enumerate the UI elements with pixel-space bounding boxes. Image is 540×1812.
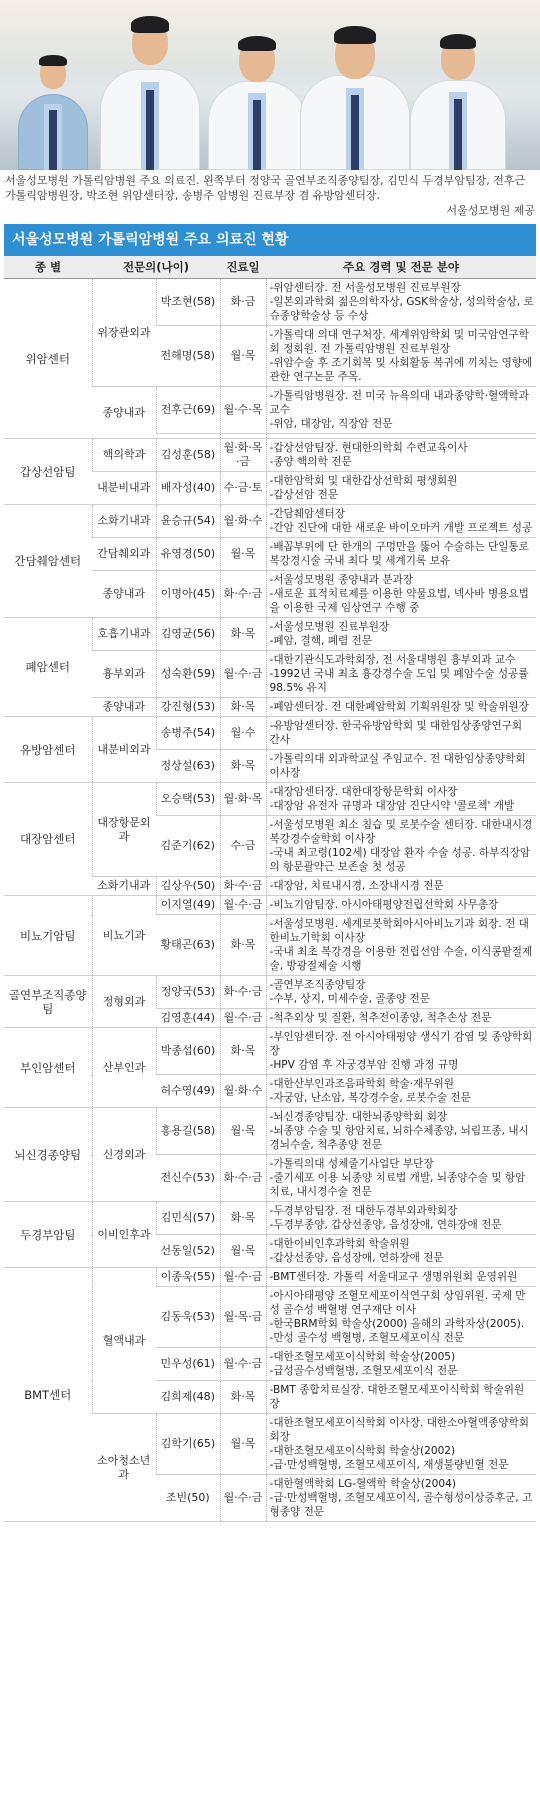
header-photo [0,0,540,170]
clinic-days-cell: 월·목 [220,326,266,387]
career-cell [266,1108,536,1155]
clinic-days-cell: 월·목 [220,538,266,571]
department-cell: 소화기내과 [92,505,156,538]
career-line: -급성골수성백혈병, 조혈모세포이식 전문 [269,1365,458,1377]
career-cell [266,505,536,538]
career-line: -비뇨기암팀장. 아시아태평양전립선학회 사무총장 [269,899,499,911]
department-cell: 내분비외과 [92,717,156,783]
career-line: -갑상선종양, 음성장애, 연하장애 전문 [269,1252,444,1264]
doctor-name-cell: 김민식(57) [156,1202,220,1235]
department-cell: 비뇨기과 [92,896,156,976]
career-line: -대한암학회 및 대한갑상선학회 평생회원 [269,475,458,487]
clinic-days-cell: 화·목 [220,1028,266,1075]
clinic-days-cell: 월·화·목·금 [220,439,266,472]
clinic-days-cell: 화·목 [220,618,266,651]
center-cell: 간담췌암센터 [4,505,92,618]
table-row [4,896,536,915]
doctor-name-cell: 박종섭(60) [156,1028,220,1075]
department-cell: 소화기내과 [92,877,156,896]
clinic-days-cell: 수·금·토 [220,472,266,505]
table-row [4,783,536,816]
career-line: -대장암센터장. 대한대장항문학회 이사장 [269,786,458,798]
doctor-name-cell: 황태곤(63) [156,915,220,976]
doctor-name-cell: 박조현(58) [156,279,220,326]
clinic-days-cell: 월·수·금 [220,1268,266,1287]
person-figure [300,20,410,170]
career-cell [266,783,536,816]
career-line: -골연부조직종양팀장 [269,979,366,991]
clinic-days-cell: 월·수·금 [220,1009,266,1028]
career-cell [266,651,536,698]
doctor-name-cell: 정상설(63) [156,750,220,783]
col-header-category: 종 별 [4,255,92,279]
center-cell: 대장암센터 [4,783,92,896]
clinic-days-cell: 화·목 [220,1202,266,1235]
department-cell: 소아청소년과 [92,1414,156,1522]
clinic-days-cell: 수·금 [220,816,266,877]
caption-text: 서울성모병원 가톨릭암병원 주요 의료진. 왼쪽부터 정양국 골연부조직종양팀장, 김민식 두경부암팀장, 전후근 가톨릭암병원장, 박조현 위암센터장, 송병주 암병원 진료부장 겸 유방암센터장. [5,174,526,202]
career-line: -뇌종양 수술 및 항암치료, 뇌하수체종양, 뇌림프종, 내시경뇌수술, 척추종양 전문 [269,1125,529,1151]
clinic-days-cell: 월·수·금 [220,1475,266,1522]
doctor-name-cell: 김학기(65) [156,1414,220,1475]
photo-caption [0,170,540,218]
center-cell: 뇌신경종양팀 [4,1108,92,1202]
career-line: -종양 핵의학 전문 [269,456,352,468]
career-line: -대한산부인과조음파학회 학술·재무위원 [269,1078,455,1090]
clinic-days-cell: 월·목 [220,1235,266,1268]
doctor-name-cell: 배자성(40) [156,472,220,505]
col-header-doctor: 전문의(나이) [92,255,220,279]
table-row [4,439,536,472]
center-cell: 두경부암팀 [4,1202,92,1268]
clinic-days-cell: 화·금 [220,279,266,326]
table-row [4,1202,536,1235]
career-cell [266,1348,536,1381]
career-line: -가톨릭대 의대 연구처장. 세계위암학회 및 미국암연구학회 정회원. 전 가톨릭암병원 진료부원장 [269,329,529,355]
department-cell: 호흡기내과 [92,618,156,651]
career-line: -가톨릭의대 성체줄기사업단 부단장 [269,1158,434,1170]
person-figure [18,50,88,170]
career-cell [266,1381,536,1414]
doctor-name-cell: 유영경(50) [156,538,220,571]
career-line: -척추외상 및 질환, 척추전이종양, 척추손상 전문 [269,1012,492,1024]
doctor-name-cell: 김동욱(53) [156,1287,220,1348]
center-cell: 비뇨기암팀 [4,896,92,976]
career-line: -간담췌암센터장 [269,508,345,520]
department-cell: 종양내과 [92,571,156,618]
table-row [4,279,536,326]
clinic-days-cell: 화·목 [220,915,266,976]
career-line: -줄기세포 이용 뇌종양 치료법 개발, 뇌종양수술 및 항암치료, 내시경수술 전문 [269,1172,526,1198]
clinic-days-cell: 화·목 [220,1381,266,1414]
career-line: -1992년 국내 최초 흉강경수술 도입 및 폐암수술 성공률 98.5% 유지 [269,668,529,694]
career-line: -대장암, 치료내시경, 소장내시경 전문 [269,880,444,892]
department-cell: 산부인과 [92,1028,156,1108]
department-cell: 혈액내과 [92,1268,156,1414]
career-line: -서울성모병원. 세계로봇학회아시아비뇨기과 회장. 전 대한비뇨기학회 이사장 [269,918,529,944]
doctor-name-cell: 전해명(58) [156,326,220,387]
career-cell [266,571,536,618]
career-line: -대한기관식도과학회장, 전 서울대병원 흉부외과 교수 [269,654,516,666]
career-cell [266,538,536,571]
center-cell: BMT센터 [4,1268,92,1522]
person-figure [100,10,200,170]
career-cell [266,877,536,896]
career-cell [266,750,536,783]
career-cell [266,1075,536,1108]
career-line: -대한조혈모세포이식학회 이사장. 대한소아혈액종양학회 회장 [269,1417,530,1443]
career-cell [266,1475,536,1522]
table-row [4,1108,536,1155]
table-row [4,1268,536,1287]
col-header-career: 주요 경력 및 전문 분야 [266,255,536,279]
center-cell: 갑상선암팀 [4,439,92,505]
career-line: -위암센터장. 전 서울성모병원 진료부원장 [269,282,461,294]
career-line: -대한조혈모세포이식학회 학술상(2002) [269,1445,456,1457]
clinic-days-cell: 월·목 [220,1108,266,1155]
career-line: -가톨릭암병원장. 전 미국 뉴욕의대 내과종양학·혈액학과 교수 [269,390,529,416]
doctor-name-cell: 홍용길(58) [156,1108,220,1155]
doctor-name-cell: 이지열(49) [156,896,220,915]
doctor-name-cell: 김준기(62) [156,816,220,877]
career-cell [266,896,536,915]
career-cell [266,698,536,717]
career-line: -만성 골수성 백혈병, 조혈모세포이식 전문 [269,1332,465,1344]
career-line: -HPV 감염 후 자궁경부암 진행 과정 규명 [269,1059,459,1071]
career-cell [266,279,536,326]
department-cell: 위장관외과 [92,279,156,387]
career-line: -급·만성백혈병, 조혈모세포이식, 재생불량빈혈 전문 [269,1459,509,1471]
doctor-name-cell: 성숙환(59) [156,651,220,698]
career-line: -국내 최고령(102세) 대장암 환자 수술 성공. 하부직장암의 항문괄약근 보존술 첫 성공 [269,847,531,873]
career-line: -폐암센터장. 전 대한폐암학회 기획위원장 및 학술위원장 [269,701,529,713]
career-cell [266,1202,536,1235]
col-header-days: 진료일 [220,255,266,279]
doctor-name-cell: 김상우(50) [156,877,220,896]
career-line: -BMT 종합치료실장. 대한조혈모세포이식학회 학술위원장 [269,1384,525,1410]
career-cell [266,1235,536,1268]
clinic-days-cell: 월·수·금 [220,1348,266,1381]
department-cell: 핵의학과 [92,439,156,472]
career-cell [266,915,536,976]
doctor-name-cell: 강진형(53) [156,698,220,717]
department-cell: 흉부외과 [92,651,156,698]
department-cell: 신경외과 [92,1108,156,1202]
table-header-row [4,255,536,279]
career-line: -위암, 대장암, 직장암 전문 [269,418,393,430]
career-cell [266,816,536,877]
career-cell [266,1268,536,1287]
clinic-days-cell: 화·수·금 [220,976,266,1009]
doctor-name-cell: 김성훈(58) [156,439,220,472]
clinic-days-cell: 월·수 [220,717,266,750]
department-cell: 내분비내과 [92,472,156,505]
career-cell [266,1287,536,1348]
clinic-days-cell: 월·수·금 [220,896,266,915]
clinic-days-cell: 월·화·수 [220,1075,266,1108]
career-line: -유방암센터장. 한국유방암학회 및 대한임상종양연구회 간사 [269,720,523,746]
career-cell [266,387,536,434]
career-line: -서울성모병원 진료부원장 [269,621,390,633]
center-cell: 유방암센터 [4,717,92,783]
career-line: -갑상선암팀장. 현대한의학회 수련교육이사 [269,442,468,454]
table-body [4,279,536,1522]
doctor-name-cell: 이명아(45) [156,571,220,618]
career-line: -배꼽부위에 단 한개의 구멍만을 뚫어 수술하는 단일통로 복강경시술 국내 최다 및 세계기록 보유 [269,541,529,567]
career-cell [266,1009,536,1028]
career-line: -새로운 표적치료제를 이용한 약물요법, 넥사바 병용요법을 이용한 국제 임상연구 수행 중 [269,588,529,614]
doctor-name-cell: 김희제(48) [156,1381,220,1414]
department-cell: 대장항문외과 [92,783,156,877]
career-cell [266,1414,536,1475]
department-cell: 종양내과 [92,387,156,439]
doctor-name-cell: 허수영(49) [156,1075,220,1108]
table-row [4,717,536,750]
doctor-name-cell: 김영균(56) [156,618,220,651]
table-row [4,505,536,538]
career-cell [266,326,536,387]
table-title: 서울성모병원 가톨릭암병원 주요 의료진 현황 [4,224,536,254]
career-line: -대장암 유전자 규명과 대장암 진단시약 '콜로첵' 개발 [269,800,515,812]
clinic-days-cell: 화·수·금 [220,877,266,896]
photo-credit: 서울성모병원 제공 [446,204,535,217]
career-line: -폐암, 결핵, 폐렴 전문 [269,635,373,647]
career-cell [266,1155,536,1202]
career-cell [266,976,536,1009]
career-line: -대한혈액학회 LG-혈액학 학술상(2004) [269,1478,457,1490]
career-line: -국내 최초 복강경을 이용한 전립선암 수술, 이식콩팥절제술, 방광절제술 시행 [269,946,533,972]
clinic-days-cell: 월·수·목 [220,387,266,434]
doctor-name-cell: 이종욱(55) [156,1268,220,1287]
career-line: -BMT센터장. 가톨릭 서울대교구 생명위원회 운영위원 [269,1271,518,1283]
clinic-days-cell: 월·목·금 [220,1287,266,1348]
career-cell [266,439,536,472]
doctor-name-cell: 윤승규(54) [156,505,220,538]
doctor-name-cell: 민우성(61) [156,1348,220,1381]
career-line: -아시아태평양 조혈모세포이식연구회 상임위원. 국제 만성 골수성 백혈병 연구재단 이사 [269,1290,526,1316]
department-cell: 이비인후과 [92,1202,156,1268]
clinic-days-cell: 월·화·목 [220,783,266,816]
center-cell: 골연부조직종양팀 [4,976,92,1028]
clinic-days-cell: 화·목 [220,698,266,717]
career-line: -뇌신경종양팀장. 대한뇌종양학회 회장 [269,1111,448,1123]
person-figure [208,30,306,170]
career-cell [266,472,536,505]
career-line: -서울성모병원 종양내과 분과장 [269,574,414,586]
doctor-name-cell: 오승택(53) [156,783,220,816]
doctor-name-cell: 조빈(50) [156,1475,220,1522]
table-row [4,1028,536,1075]
career-line: -일본외과학회 젊은의학자상, GSK학술상, 성의학술상, 로슈종양학술상 등 수상 [269,296,534,322]
doctor-name-cell: 김영훈(44) [156,1009,220,1028]
clinic-days-cell: 화·수·금 [220,571,266,618]
doctor-name-cell: 송병주(54) [156,717,220,750]
department-cell: 종양내과 [92,698,156,717]
department-cell: 간담췌외과 [92,538,156,571]
doctor-name-cell: 전신수(53) [156,1155,220,1202]
career-cell [266,717,536,750]
center-cell: 폐암센터 [4,618,92,717]
career-line: -가톨릭의대 외과학교실 주임교수. 전 대한임상종양학회 이사장 [269,753,526,779]
career-line: -갑상선암 전문 [269,489,339,501]
career-line: -급·만성백혈병, 조혈모세포이식, 골수형성이상증후군, 고형종양 전문 [269,1492,533,1518]
doctor-name-cell: 정양국(53) [156,976,220,1009]
career-line: -간암 진단에 대한 새로운 바이오마커 개발 프로젝트 성공 [269,522,533,534]
career-line: -서울성모병원 최소 침습 및 로봇수술 센터장. 대한내시경 복강경수술학회 이사장 [269,819,533,845]
person-figure [410,28,506,170]
career-line: -부인암센터장. 전 아시아태평양 생식기 감염 및 종양학회장 [269,1031,533,1057]
staff-table [4,254,536,1522]
table-row [4,976,536,1009]
doctor-name-cell: 전후근(69) [156,387,220,434]
center-cell: 위암센터 [4,279,92,439]
doctor-name-cell: 선동일(52) [156,1235,220,1268]
clinic-days-cell: 월·목 [220,1414,266,1475]
career-line: -수부, 상지, 미세수술, 골종양 전문 [269,993,430,1005]
career-line: -위암수술 후 조기회복 및 사회활동 복귀에 끼치는 영향에 관한 연구논문 주목. [269,357,533,383]
career-line: -대한이비인후과학회 학술위원 [269,1238,410,1250]
career-cell [266,1028,536,1075]
clinic-days-cell: 월·수·금 [220,651,266,698]
career-line: -두경부암팀장. 전 대한두경부외과학회장 [269,1205,458,1217]
department-cell: 정형외과 [92,976,156,1028]
career-line: -두경부종양, 갑상선종양, 음성장애, 연하장애 전문 [269,1219,502,1231]
career-line: -한국BRM학회 학술상(2000) 올해의 과학자상(2005). [269,1318,525,1330]
center-cell: 부인암센터 [4,1028,92,1108]
clinic-days-cell: 화·수·금 [220,1155,266,1202]
career-cell [266,618,536,651]
clinic-days-cell: 월·화·수 [220,505,266,538]
table-row [4,618,536,651]
career-line: -자궁암, 난소암, 복강경수술, 로봇수술 전문 [269,1092,471,1104]
clinic-days-cell: 화·목 [220,750,266,783]
career-line: -대한조혈모세포이식학회 학술상(2005) [269,1351,456,1363]
